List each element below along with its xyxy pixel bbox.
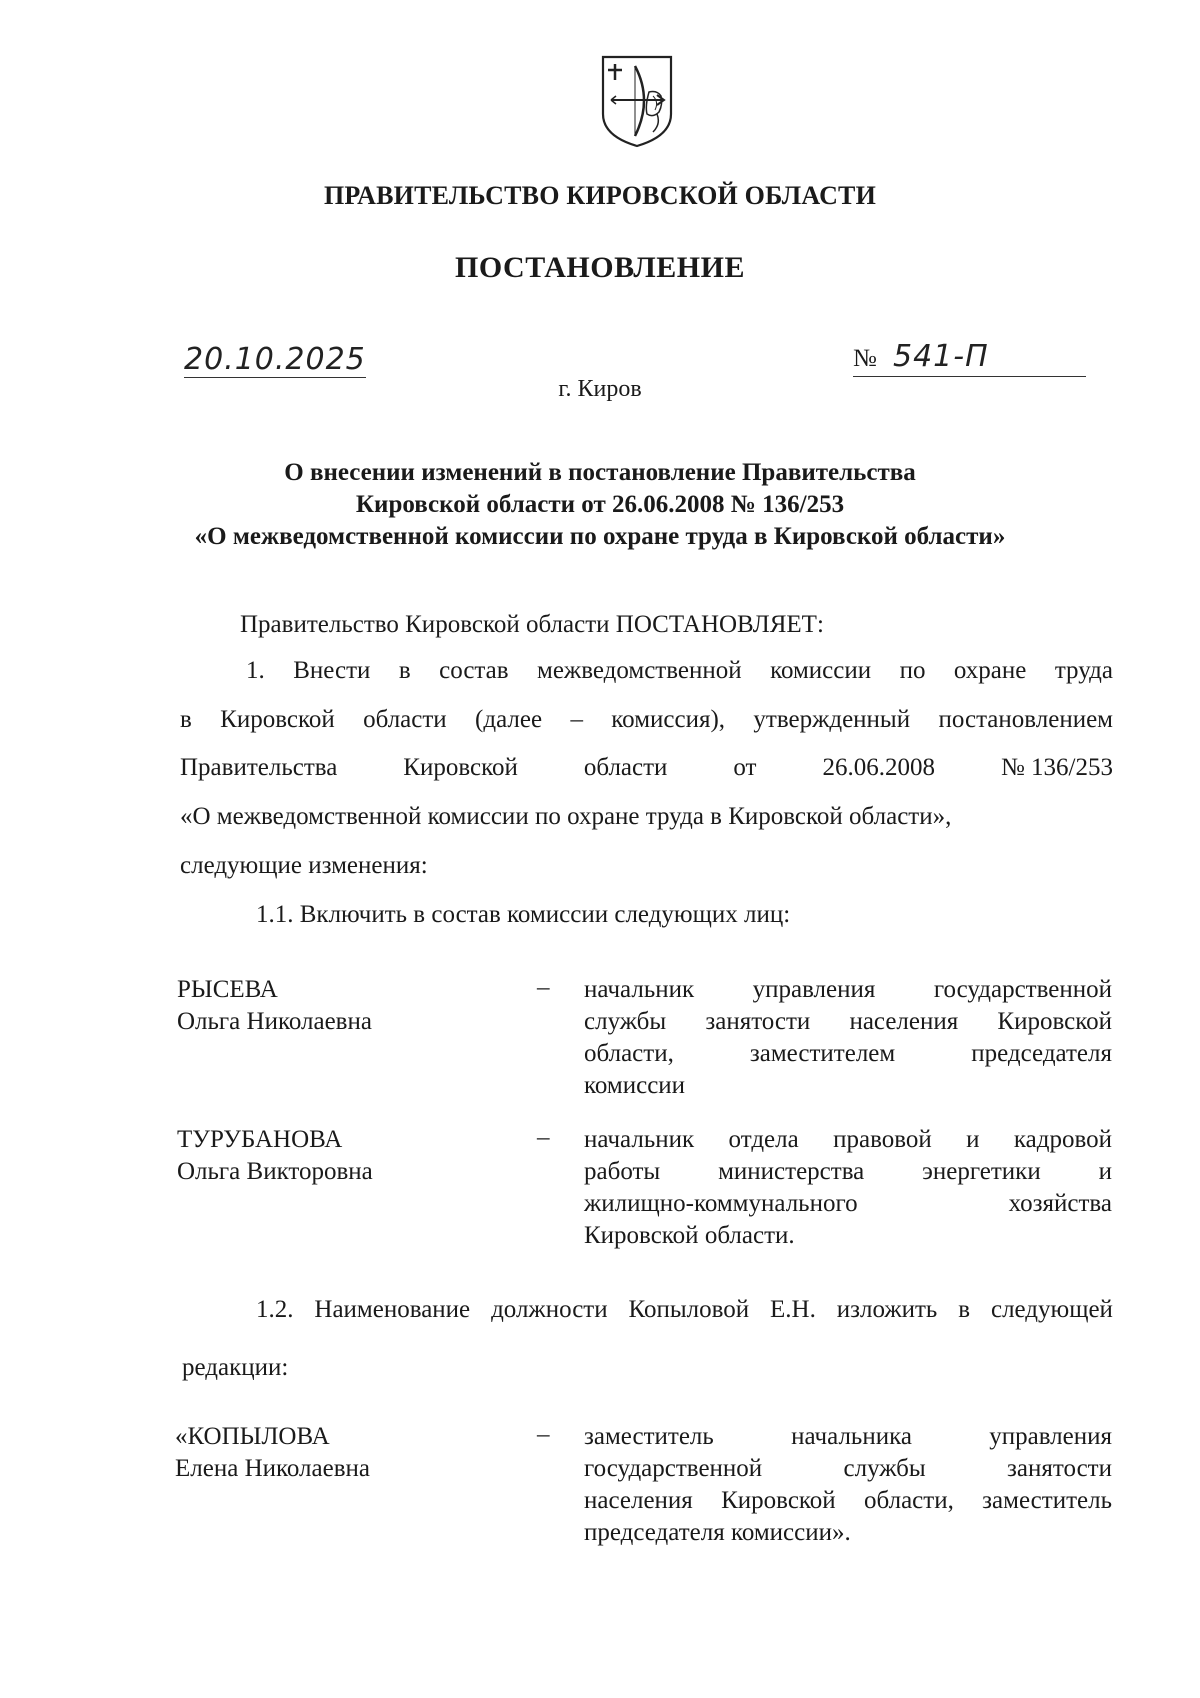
coat-of-arms-emblem: [597, 52, 677, 150]
member-name: [177, 1124, 373, 1188]
member-surname: «КОПЫЛОВА: [175, 1423, 330, 1450]
member-given-names: Ольга Викторовна: [177, 1158, 373, 1185]
subject-line: О внесении изменений в постановление Правительства: [284, 459, 916, 486]
member-dash: –: [537, 1421, 550, 1448]
member-position: заместитель начальника управления государственной службы занятости населения Кировской области, заместитель председателя комиссии».: [584, 1423, 1112, 1546]
document-subject: [0, 457, 1200, 553]
member-position: начальник управления государственной службы занятости населения Кировской области, заместителем председателя комиссии: [584, 976, 1112, 1099]
subject-line: «О межведомственной комиссии по охране труда в Кировской области»: [194, 523, 1006, 550]
preamble: Правительство Кировской области ПОСТАНОВЛЯЕТ:: [240, 611, 824, 638]
item1-line1: 1. Внести в состав межведомственной комиссии по охране труда: [246, 657, 1113, 684]
city-label: г. Киров: [558, 376, 642, 402]
number-sign: №: [853, 345, 877, 372]
member-name: [175, 1421, 370, 1485]
item1-line2: в Кировской области (далее – комиссия), утвержденный постановлением: [180, 706, 1113, 733]
item1-line4: «О межведомственной комиссии по охране труда в Кировской области»,: [180, 803, 952, 830]
item1-2-line2: редакции:: [182, 1354, 289, 1381]
item1-line5: следующие изменения:: [180, 852, 428, 879]
member-position: начальник отдела правовой и кадровой работы министерства энергетики и жилищно-коммунального хозяйства Кировской области.: [584, 1126, 1112, 1249]
document-type-title: ПОСТАНОВЛЕНИЕ: [455, 251, 745, 284]
member-dash: –: [537, 1124, 550, 1151]
member-given-names: Елена Николаевна: [175, 1455, 370, 1482]
item1-1: 1.1. Включить в состав комиссии следующих лиц:: [256, 901, 791, 928]
document-number: 541-П: [893, 339, 989, 374]
item1-2-line1: 1.2. Наименование должности Копыловой Е.Н. изложить в следующей: [256, 1296, 1113, 1323]
member-surname: ТУРУБАНОВА: [177, 1126, 343, 1153]
member-given-names: Ольга Николаевна: [177, 1008, 372, 1035]
member-dash: –: [537, 974, 550, 1001]
document-date: 20.10.2025: [184, 342, 366, 377]
organization-title: ПРАВИТЕЛЬСТВО КИРОВСКОЙ ОБЛАСТИ: [323, 181, 877, 210]
subject-line: Кировской области от 26.06.2008 № 136/253: [355, 491, 845, 518]
member-name: [177, 974, 372, 1038]
member-surname: РЫСЕВА: [177, 976, 278, 1003]
item1-line3: Правительства Кировской области от 26.06.2008 № 136/253: [180, 754, 1113, 781]
document-number-field: [853, 339, 1086, 377]
